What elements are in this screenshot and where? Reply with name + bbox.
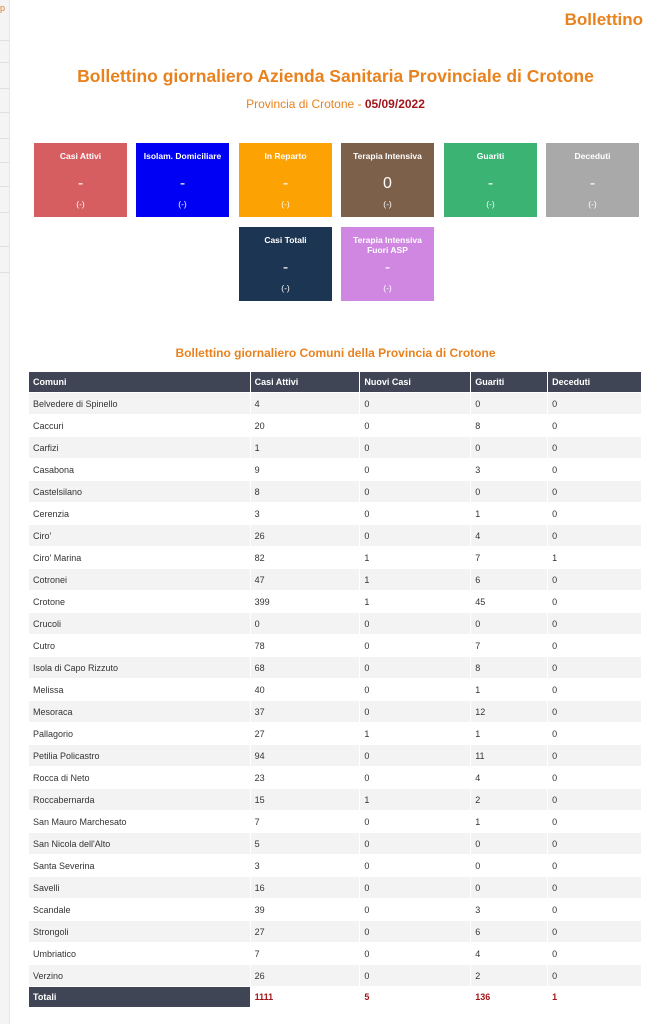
comuni-table <box>28 371 642 1008</box>
guariti-cell: 1 <box>471 723 548 745</box>
sidebar-divider <box>0 186 9 187</box>
card-diff: (-) <box>383 283 392 293</box>
totals-deceduti: 1 <box>548 987 642 1008</box>
nuovi-casi-cell: 0 <box>360 393 471 415</box>
table-row <box>29 965 642 987</box>
guariti-cell: 4 <box>471 767 548 789</box>
card-label: Terapia Intensiva Fuori ASP <box>353 235 422 255</box>
casi-attivi-cell: 82 <box>250 547 360 569</box>
guariti-cell: 0 <box>471 437 548 459</box>
comune-name: San Mauro Marchesato <box>29 811 251 833</box>
nuovi-casi-cell: 0 <box>360 965 471 987</box>
guariti-cell: 6 <box>471 569 548 591</box>
table-row <box>29 613 642 635</box>
table-row <box>29 657 642 679</box>
deceduti-cell: 0 <box>548 701 642 723</box>
card-value: 0 <box>383 175 392 192</box>
deceduti-cell: 0 <box>548 393 642 415</box>
nuovi-casi-cell: 0 <box>360 701 471 723</box>
column-header: Deceduti <box>548 372 642 393</box>
left-sidebar <box>0 0 10 1024</box>
guariti-cell: 1 <box>471 811 548 833</box>
table-row <box>29 393 642 415</box>
nuovi-casi-cell: 0 <box>360 613 471 635</box>
table-row <box>29 723 642 745</box>
deceduti-cell: 0 <box>548 899 642 921</box>
table-row <box>29 767 642 789</box>
deceduti-cell: 0 <box>548 767 642 789</box>
comuni-section-title: Bollettino giornaliero Comuni della Provincia di Crotone <box>175 346 496 360</box>
casi-attivi-cell: 15 <box>250 789 360 811</box>
nuovi-casi-cell: 0 <box>360 745 471 767</box>
card-value: - <box>589 175 596 192</box>
guariti-cell: 3 <box>471 459 548 481</box>
nuovi-casi-cell: 0 <box>360 877 471 899</box>
casi-attivi-cell: 23 <box>250 767 360 789</box>
bulletin-subtitle <box>0 97 671 111</box>
comune-name: Ciro' Marina <box>29 547 251 569</box>
casi-attivi-cell: 47 <box>250 569 360 591</box>
guariti-cell: 11 <box>471 745 548 767</box>
casi-attivi-cell: 20 <box>250 415 360 437</box>
casi-attivi-cell: 3 <box>250 855 360 877</box>
comune-name: Cotronei <box>29 569 251 591</box>
casi-attivi-cell: 78 <box>250 635 360 657</box>
guariti-cell: 1 <box>471 503 548 525</box>
deceduti-cell: 0 <box>548 723 642 745</box>
table-row <box>29 437 642 459</box>
deceduti-cell: 0 <box>548 833 642 855</box>
deceduti-cell: 0 <box>548 415 642 437</box>
guariti-cell: 4 <box>471 943 548 965</box>
card-diff: (-) <box>178 199 187 209</box>
nuovi-casi-cell: 1 <box>360 591 471 613</box>
guariti-cell: 8 <box>471 415 548 437</box>
guariti-cell: 2 <box>471 789 548 811</box>
sidebar-divider <box>0 40 9 41</box>
casi-attivi-cell: 399 <box>250 591 360 613</box>
table-row <box>29 921 642 943</box>
casi-attivi-cell: 68 <box>250 657 360 679</box>
nuovi-casi-cell: 0 <box>360 481 471 503</box>
casi-attivi-cell: 3 <box>250 503 360 525</box>
guariti-cell: 0 <box>471 613 548 635</box>
comune-name: Ciro' <box>29 525 251 547</box>
nuovi-casi-cell: 0 <box>360 657 471 679</box>
bulletin-date: 05/09/2022 <box>364 97 425 111</box>
casi-attivi-cell: 16 <box>250 877 360 899</box>
deceduti-cell: 0 <box>548 613 642 635</box>
table-row <box>29 877 642 899</box>
nuovi-casi-cell: 0 <box>360 415 471 437</box>
sidebar-divider <box>0 212 9 213</box>
comune-name: Crotone <box>29 591 251 613</box>
comune-name: Scandale <box>29 899 251 921</box>
deceduti-cell: 0 <box>548 459 642 481</box>
column-header: Nuovi Casi <box>360 372 471 393</box>
column-header: Comuni <box>29 372 251 393</box>
card-label: Deceduti <box>574 151 611 161</box>
table-row <box>29 525 642 547</box>
card-diff: (-) <box>281 283 290 293</box>
table-row <box>29 459 642 481</box>
comune-name: Verzino <box>29 965 251 987</box>
totals-label: Totali <box>29 987 251 1008</box>
guariti-cell: 45 <box>471 591 548 613</box>
comune-name: Mesoraca <box>29 701 251 723</box>
comune-name: Umbriatico <box>29 943 251 965</box>
nuovi-casi-cell: 0 <box>360 899 471 921</box>
table-row <box>29 833 642 855</box>
comune-name: Cerenzia <box>29 503 251 525</box>
nuovi-casi-cell: 0 <box>360 833 471 855</box>
casi-attivi-cell: 4 <box>250 393 360 415</box>
casi-attivi-cell: 37 <box>250 701 360 723</box>
column-header: Guariti <box>471 372 548 393</box>
casi-attivi-cell: 8 <box>250 481 360 503</box>
bulletin-title: Bollettino giornaliero Azienda Sanitaria Provinciale di Crotone <box>77 66 594 86</box>
province-label: Provincia di Crotone - <box>246 97 365 111</box>
comune-name: Rocca di Neto <box>29 767 251 789</box>
table-row <box>29 943 642 965</box>
sidebar-mark: p <box>0 3 6 13</box>
guariti-cell: 7 <box>471 547 548 569</box>
card-diff: (-) <box>588 199 597 209</box>
guariti-cell: 0 <box>471 877 548 899</box>
table-row <box>29 811 642 833</box>
deceduti-cell: 0 <box>548 877 642 899</box>
nuovi-casi-cell: 0 <box>360 437 471 459</box>
deceduti-cell: 0 <box>548 855 642 877</box>
comune-name: Casabona <box>29 459 251 481</box>
guariti-cell: 2 <box>471 965 548 987</box>
deceduti-cell: 0 <box>548 437 642 459</box>
card-diff: (-) <box>486 199 495 209</box>
guariti-cell: 7 <box>471 635 548 657</box>
table-row <box>29 701 642 723</box>
nuovi-casi-cell: 0 <box>360 855 471 877</box>
table-row <box>29 635 642 657</box>
nuovi-casi-cell: 0 <box>360 525 471 547</box>
casi-attivi-cell: 27 <box>250 921 360 943</box>
totals-row <box>29 987 642 1008</box>
guariti-cell: 1 <box>471 679 548 701</box>
card-in-reparto <box>239 143 332 217</box>
casi-attivi-cell: 7 <box>250 811 360 833</box>
deceduti-cell: 0 <box>548 679 642 701</box>
deceduti-cell: 0 <box>548 789 642 811</box>
totals-guariti: 136 <box>471 987 548 1008</box>
guariti-cell: 3 <box>471 899 548 921</box>
comune-name: Pallagorio <box>29 723 251 745</box>
nuovi-casi-cell: 0 <box>360 459 471 481</box>
guariti-cell: 0 <box>471 855 548 877</box>
deceduti-cell: 0 <box>548 745 642 767</box>
casi-attivi-cell: 5 <box>250 833 360 855</box>
card-value: - <box>179 175 186 192</box>
deceduti-cell: 0 <box>548 481 642 503</box>
casi-attivi-cell: 27 <box>250 723 360 745</box>
casi-attivi-cell: 0 <box>250 613 360 635</box>
table-row <box>29 679 642 701</box>
nuovi-casi-cell: 1 <box>360 789 471 811</box>
table-header-row <box>29 372 642 393</box>
deceduti-cell: 1 <box>548 547 642 569</box>
card-diff: (-) <box>281 199 290 209</box>
casi-attivi-cell: 40 <box>250 679 360 701</box>
card-value: - <box>282 259 289 276</box>
sidebar-divider <box>0 272 9 273</box>
guariti-cell: 0 <box>471 833 548 855</box>
card-label: In Reparto <box>264 151 307 161</box>
comune-name: Crucoli <box>29 613 251 635</box>
card-diff: (-) <box>383 199 392 209</box>
card-value: - <box>384 259 391 276</box>
guariti-cell: 8 <box>471 657 548 679</box>
card-label: Isolam. Domiciliare <box>143 151 222 161</box>
comune-name: Santa Severina <box>29 855 251 877</box>
card-guariti <box>444 143 537 217</box>
column-header: Casi Attivi <box>250 372 360 393</box>
deceduti-cell: 0 <box>548 591 642 613</box>
sidebar-divider <box>0 246 9 247</box>
nuovi-casi-cell: 0 <box>360 503 471 525</box>
totals-casi-attivi: 1111 <box>250 987 360 1008</box>
deceduti-cell: 0 <box>548 525 642 547</box>
deceduti-cell: 0 <box>548 811 642 833</box>
deceduti-cell: 0 <box>548 503 642 525</box>
deceduti-cell: 0 <box>548 569 642 591</box>
casi-attivi-cell: 9 <box>250 459 360 481</box>
card-isolamento-domiciliare <box>136 143 229 217</box>
comune-name: Caccuri <box>29 415 251 437</box>
deceduti-cell: 0 <box>548 635 642 657</box>
nuovi-casi-cell: 0 <box>360 943 471 965</box>
comune-name: Petilia Policastro <box>29 745 251 767</box>
guariti-cell: 6 <box>471 921 548 943</box>
casi-attivi-cell: 7 <box>250 943 360 965</box>
table-row <box>29 899 642 921</box>
sidebar-divider <box>0 62 9 63</box>
table-row <box>29 745 642 767</box>
table-row <box>29 415 642 437</box>
table-row <box>29 481 642 503</box>
casi-attivi-cell: 1 <box>250 437 360 459</box>
sidebar-divider <box>0 112 9 113</box>
table-row <box>29 591 642 613</box>
page-header-title: Bollettino <box>564 10 643 29</box>
nuovi-casi-cell: 0 <box>360 635 471 657</box>
guariti-cell: 0 <box>471 393 548 415</box>
deceduti-cell: 0 <box>548 921 642 943</box>
card-label: Terapia Intensiva <box>353 151 422 161</box>
table-body <box>29 393 642 987</box>
comune-name: San Nicola dell'Alto <box>29 833 251 855</box>
nuovi-casi-cell: 1 <box>360 723 471 745</box>
sidebar-divider <box>0 162 9 163</box>
comune-name: Carfizi <box>29 437 251 459</box>
table-row <box>29 855 642 877</box>
card-label: Casi Attivi <box>59 151 102 161</box>
comune-name: Castelsilano <box>29 481 251 503</box>
nuovi-casi-cell: 0 <box>360 921 471 943</box>
comune-name: Belvedere di Spinello <box>29 393 251 415</box>
comune-name: Strongoli <box>29 921 251 943</box>
sidebar-divider <box>0 88 9 89</box>
comune-name: Savelli <box>29 877 251 899</box>
guariti-cell: 4 <box>471 525 548 547</box>
comune-name: Roccabernarda <box>29 789 251 811</box>
nuovi-casi-cell: 1 <box>360 547 471 569</box>
table-row <box>29 789 642 811</box>
card-label: Guariti <box>476 151 505 161</box>
casi-attivi-cell: 39 <box>250 899 360 921</box>
deceduti-cell: 0 <box>548 657 642 679</box>
table-row <box>29 503 642 525</box>
card-value: - <box>487 175 494 192</box>
casi-attivi-cell: 26 <box>250 525 360 547</box>
comune-name: Cutro <box>29 635 251 657</box>
card-diff: (-) <box>76 199 85 209</box>
card-label: Casi Totali <box>264 235 307 245</box>
casi-attivi-cell: 26 <box>250 965 360 987</box>
card-casi-totali <box>239 227 332 301</box>
card-casi-attivi <box>34 143 127 217</box>
nuovi-casi-cell: 1 <box>360 569 471 591</box>
nuovi-casi-cell: 0 <box>360 811 471 833</box>
comune-name: Isola di Capo Rizzuto <box>29 657 251 679</box>
totals-nuovi-casi: 5 <box>360 987 471 1008</box>
nuovi-casi-cell: 0 <box>360 679 471 701</box>
sidebar-divider <box>0 138 9 139</box>
card-deceduti <box>546 143 639 217</box>
card-value: - <box>77 175 84 192</box>
guariti-cell: 0 <box>471 481 548 503</box>
card-terapia-intensiva-fuori-asp <box>341 227 434 301</box>
guariti-cell: 12 <box>471 701 548 723</box>
casi-attivi-cell: 94 <box>250 745 360 767</box>
nuovi-casi-cell: 0 <box>360 767 471 789</box>
deceduti-cell: 0 <box>548 943 642 965</box>
table-row <box>29 569 642 591</box>
card-value: - <box>282 175 289 192</box>
deceduti-cell: 0 <box>548 965 642 987</box>
card-terapia-intensiva <box>341 143 434 217</box>
table-row <box>29 547 642 569</box>
comune-name: Melissa <box>29 679 251 701</box>
